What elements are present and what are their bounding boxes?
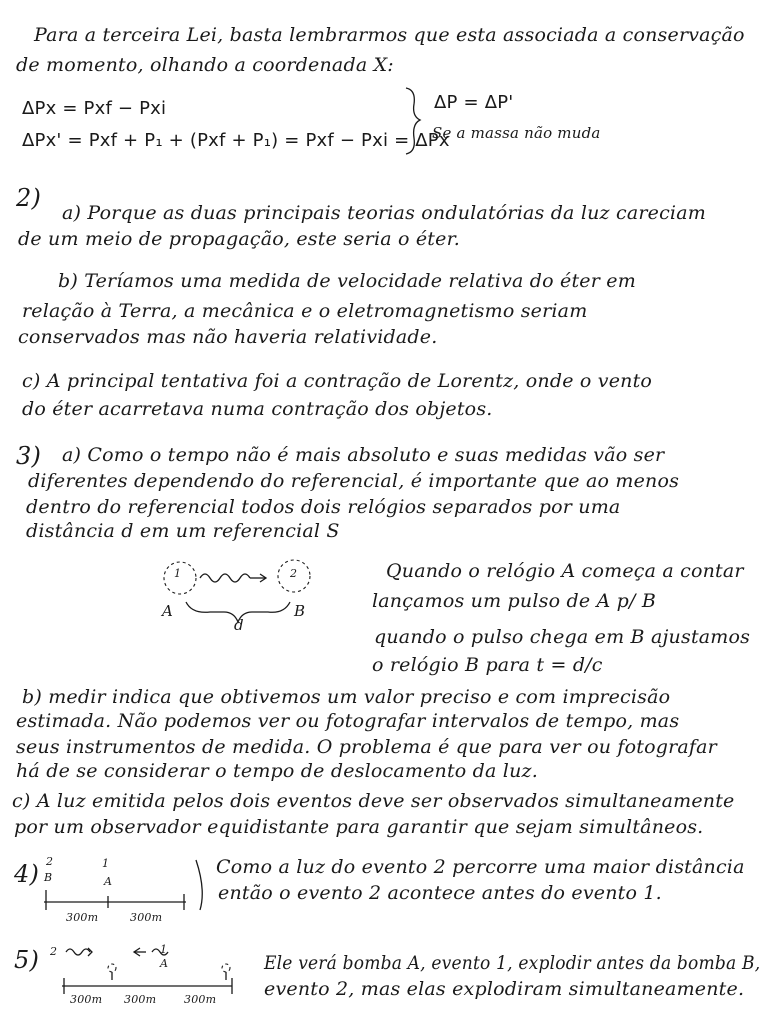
equation-2: ΔPx' = Pxf + P₁ + (Pxf + P₁) = Pxf − Pxi = ΔPx [22, 130, 450, 151]
q3-side-line-3: quando o pulso chega em B ajustamos [374, 626, 751, 648]
q5-label-a: A [160, 957, 169, 970]
q4-label-b: B [44, 871, 53, 884]
q3-b-line-1: b) medir indica que obtivemos um valor preciso e com imprecisão [22, 686, 671, 708]
q3-side-line-4: o relógio B para t = d/c [372, 654, 603, 676]
fig-label-a: A [162, 602, 174, 620]
q4-text-line-2: então o evento 2 acontece antes do evento 1. [218, 882, 662, 904]
q4-text-line-1: Como a luz do evento 2 percorre uma maior distância [216, 856, 745, 878]
q3-b-line-2: estimada. Não podemos ver ou fotografar intervalos de tempo, mas [16, 710, 680, 732]
q5-dist-1: 300m [70, 993, 103, 1006]
q4-dist-2: 300m [130, 911, 163, 924]
q4-label-2: 2 [46, 855, 54, 868]
fig-clock-b-label: 2 [290, 567, 298, 580]
q5-number: 5) [14, 946, 40, 974]
q4-label-1: 1 [102, 857, 110, 870]
q2-a-line-2: de um meio de propagação, este seria o éter. [18, 228, 461, 250]
q2-b-line-3: conservados mas não haveria relatividade. [18, 326, 438, 348]
q5-dist-3: 300m [184, 993, 217, 1006]
q5-label-1: 1 [160, 943, 168, 956]
q4-dist-1: 300m [66, 911, 99, 924]
q2-c-line-2: do éter acarretava numa contração dos objetos. [22, 398, 493, 420]
q5-text-line-2: evento 2, mas elas explodiram simultaneamente. [264, 978, 745, 1000]
q3-a-line-4: distância d em um referencial S [26, 520, 340, 542]
q5-diagram [56, 944, 246, 1000]
intro-line-2: de momento, olhando a coordenada X: [16, 54, 394, 76]
q3-c-line-1: c) A luz emitida pelos dois eventos deve ser observados simultaneamente [12, 790, 735, 812]
equation-1: ΔPx = Pxf − Pxi [22, 98, 167, 119]
q3-a-line-3: dentro do referencial todos dois relógios separados por uma [26, 496, 621, 518]
equation-result: ΔP = ΔP' [434, 92, 514, 113]
q3-c-line-2: por um observador equidistante para garantir que sejam simultâneos. [14, 816, 704, 838]
q2-b-line-1: b) Teríamos uma medida de velocidade relativa do éter em [58, 270, 636, 292]
q3-b-line-4: há de se considerar o tempo de deslocamento da luz. [16, 760, 538, 782]
q3-number: 3) [16, 442, 42, 470]
q3-b-line-3: seus instrumentos de medida. O problema é que para ver ou fotografar [16, 736, 717, 758]
fig-label-b: B [294, 602, 306, 620]
q5-text-line-1: Ele verá bomba A, evento 1, explodir antes da bomba B, [264, 952, 761, 974]
fig-clock-a-label: 1 [174, 567, 182, 580]
q2-number: 2) [16, 184, 42, 212]
curly-brace [400, 86, 430, 156]
q2-b-line-2: relação à Terra, a mecânica e o eletromagnetismo seriam [22, 300, 588, 322]
q3-a-line-1: a) Como o tempo não é mais absoluto e suas medidas vão ser [62, 444, 665, 466]
q4-label-a: A [104, 875, 113, 888]
q3-side-line-1: Quando o relógio A começa a contar [386, 560, 744, 582]
q3-side-line-2: lançamos um pulso de A p/ B [372, 590, 657, 612]
q4-diagram [40, 880, 210, 914]
fig-label-d: d [234, 616, 244, 634]
q2-a-line-1: a) Porque as duas principais teorias ondulatórias da luz careciam [62, 202, 706, 224]
q3-a-line-2: diferentes dependendo do referencial, é importante que ao menos [28, 470, 680, 492]
q4-number: 4) [14, 860, 40, 888]
equation-note: Se a massa não muda [432, 124, 601, 142]
q5-label-2: 2 [50, 945, 58, 958]
q2-c-line-1: c) A principal tentativa foi a contração de Lorentz, onde o vento [22, 370, 653, 392]
intro-line-1: Para a terceira Lei, basta lembrarmos que esta associada a conservação [34, 24, 745, 46]
q5-dist-2: 300m [124, 993, 157, 1006]
